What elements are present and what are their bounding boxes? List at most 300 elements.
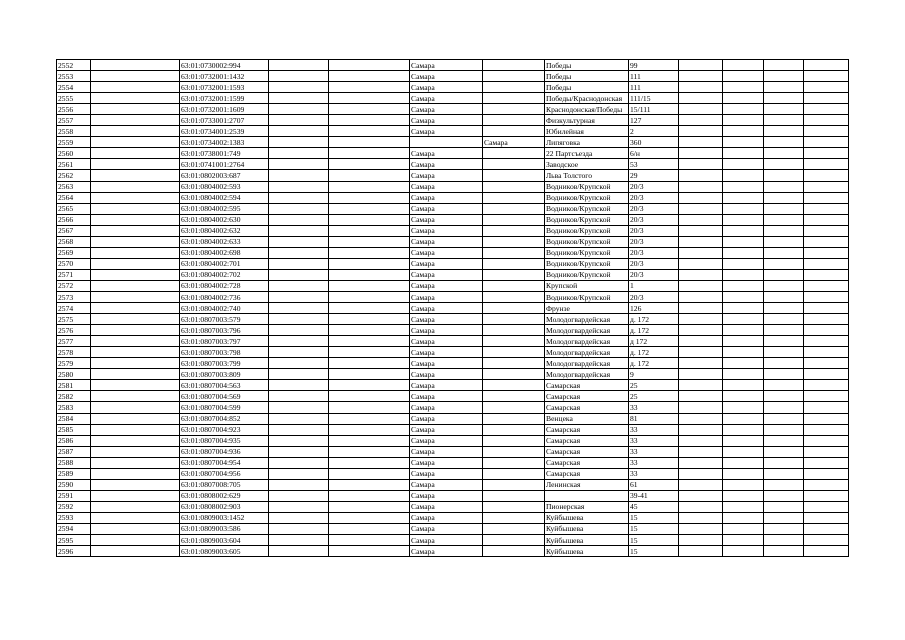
table-cell: [679, 413, 723, 424]
table-cell: [483, 82, 545, 93]
table-cell: [804, 148, 849, 159]
table-cell: [329, 325, 410, 336]
table-row: [57, 369, 849, 380]
table-cell: Молодогвардейская: [545, 347, 629, 358]
table-cell: [269, 391, 329, 402]
table-cell: [269, 247, 329, 258]
table-cell: [723, 203, 764, 214]
table-cell: 63:01:0807004:923: [180, 424, 269, 435]
table-cell: 39-41: [629, 490, 679, 501]
table-cell: Самара: [410, 192, 483, 203]
table-cell: [329, 148, 410, 159]
table-cell: [764, 60, 804, 71]
table-cell: [723, 501, 764, 512]
table-cell: 2568: [57, 236, 91, 247]
table-cell: [804, 457, 849, 468]
table-row: [57, 314, 849, 325]
table-cell: 2563: [57, 181, 91, 192]
table-cell: 111: [629, 71, 679, 82]
table-cell: [269, 546, 329, 557]
table-cell: [679, 369, 723, 380]
table-cell: Самарская: [545, 435, 629, 446]
table-cell: 63:01:0732001:1432: [180, 71, 269, 82]
table-cell: [329, 347, 410, 358]
table-cell: [483, 402, 545, 413]
table-cell: [91, 170, 180, 181]
table-cell: [329, 402, 410, 413]
table-cell: Самара: [410, 468, 483, 479]
table-row: [57, 159, 849, 170]
table-cell: [723, 512, 764, 523]
table-cell: [723, 402, 764, 413]
table-cell: Молодогвардейская: [545, 369, 629, 380]
table-cell: [679, 479, 723, 490]
table-cell: [679, 391, 723, 402]
table-cell: 63:01:0807004:599: [180, 402, 269, 413]
table-cell: [329, 170, 410, 181]
table-cell: 2570: [57, 258, 91, 269]
table-cell: 63:01:0804002:595: [180, 203, 269, 214]
table-cell: Самара: [410, 402, 483, 413]
table-row: [57, 170, 849, 181]
table-cell: [764, 446, 804, 457]
table-cell: [329, 115, 410, 126]
table-cell: [723, 181, 764, 192]
table-cell: [269, 512, 329, 523]
table-cell: [329, 93, 410, 104]
table-cell: [764, 170, 804, 181]
table-cell: Самара: [410, 280, 483, 291]
table-row: [57, 115, 849, 126]
table-cell: Самара: [410, 479, 483, 490]
table-cell: [269, 170, 329, 181]
table-cell: Самара: [410, 413, 483, 424]
registry-table: [56, 59, 849, 557]
table-cell: Водников/Крупской: [545, 203, 629, 214]
table-cell: [269, 380, 329, 391]
table-cell: [679, 280, 723, 291]
table-cell: [804, 236, 849, 247]
table-cell: [483, 347, 545, 358]
table-cell: [269, 435, 329, 446]
table-cell: [804, 137, 849, 148]
table-cell: 2555: [57, 93, 91, 104]
table-cell: [804, 126, 849, 137]
table-cell: [329, 280, 410, 291]
table-cell: Ленинская: [545, 479, 629, 490]
table-cell: д. 172: [629, 314, 679, 325]
table-cell: [764, 380, 804, 391]
table-cell: [269, 479, 329, 490]
table-cell: [679, 225, 723, 236]
table-cell: [269, 93, 329, 104]
table-cell: [679, 258, 723, 269]
table-cell: [269, 358, 329, 369]
table-cell: [804, 347, 849, 358]
table-cell: 2581: [57, 380, 91, 391]
table-cell: Самара: [410, 535, 483, 546]
table-cell: [764, 490, 804, 501]
table-cell: 20/3: [629, 181, 679, 192]
table-cell: 33: [629, 468, 679, 479]
table-cell: Самара: [410, 512, 483, 523]
table-row: [57, 192, 849, 203]
table-cell: Самара: [410, 347, 483, 358]
table-cell: [723, 424, 764, 435]
table-cell: 63:01:0807003:579: [180, 314, 269, 325]
table-cell: [91, 380, 180, 391]
table-cell: Самара: [410, 435, 483, 446]
table-cell: [764, 181, 804, 192]
table-cell: 63:01:0807003:809: [180, 369, 269, 380]
table-cell: [723, 314, 764, 325]
table-row: [57, 291, 849, 302]
table-cell: [804, 336, 849, 347]
table-cell: [91, 280, 180, 291]
table-cell: [723, 71, 764, 82]
table-cell: [91, 402, 180, 413]
table-cell: [764, 291, 804, 302]
table-cell: [269, 314, 329, 325]
table-cell: [483, 369, 545, 380]
table-cell: [764, 347, 804, 358]
table-cell: д. 172: [629, 358, 679, 369]
table-cell: [723, 490, 764, 501]
table-cell: [483, 325, 545, 336]
table-cell: Самара: [410, 203, 483, 214]
table-cell: [91, 446, 180, 457]
table-cell: [483, 457, 545, 468]
table-cell: [91, 546, 180, 557]
table-cell: [269, 413, 329, 424]
table-cell: [91, 314, 180, 325]
table-cell: 2573: [57, 291, 91, 302]
table-cell: 2586: [57, 435, 91, 446]
table-cell: [269, 446, 329, 457]
table-cell: 22 Партсъезда: [545, 148, 629, 159]
table-cell: Физкультурная: [545, 115, 629, 126]
table-cell: [91, 501, 180, 512]
table-cell: [329, 247, 410, 258]
table-cell: [269, 159, 329, 170]
table-cell: [483, 181, 545, 192]
table-cell: [329, 236, 410, 247]
table-cell: [269, 192, 329, 203]
table-cell: [329, 336, 410, 347]
table-cell: [91, 358, 180, 369]
table-cell: [91, 93, 180, 104]
table-cell: [91, 457, 180, 468]
table-cell: [723, 236, 764, 247]
table-cell: [329, 369, 410, 380]
table-cell: Самарская: [545, 424, 629, 435]
table-cell: [804, 490, 849, 501]
table-cell: 6/н: [629, 148, 679, 159]
table-row: [57, 82, 849, 93]
table-cell: [269, 402, 329, 413]
table-cell: [723, 269, 764, 280]
table-cell: [269, 280, 329, 291]
table-cell: [804, 181, 849, 192]
table-cell: [723, 148, 764, 159]
table-cell: [91, 203, 180, 214]
table-cell: [804, 435, 849, 446]
table-cell: Самара: [410, 303, 483, 314]
table-cell: [679, 269, 723, 280]
table-cell: [804, 258, 849, 269]
table-cell: [91, 159, 180, 170]
table-cell: 2561: [57, 159, 91, 170]
table-cell: [91, 236, 180, 247]
table-cell: [329, 225, 410, 236]
table-cell: 2572: [57, 280, 91, 291]
table-cell: [679, 457, 723, 468]
table-cell: Самара: [410, 269, 483, 280]
table-cell: 2584: [57, 413, 91, 424]
table-cell: 2567: [57, 225, 91, 236]
table-cell: 2571: [57, 269, 91, 280]
table-cell: [764, 391, 804, 402]
table-cell: 2564: [57, 192, 91, 203]
table-cell: [329, 523, 410, 534]
table-row: [57, 214, 849, 225]
table-cell: [723, 358, 764, 369]
table-cell: Куйбышева: [545, 546, 629, 557]
table-cell: [764, 424, 804, 435]
table-cell: [679, 115, 723, 126]
table-cell: [329, 192, 410, 203]
table-row: [57, 126, 849, 137]
table-cell: Самара: [410, 236, 483, 247]
table-cell: 2576: [57, 325, 91, 336]
table-cell: Заводское: [545, 159, 629, 170]
table-cell: [483, 93, 545, 104]
table-cell: 2556: [57, 104, 91, 115]
table-cell: 15: [629, 535, 679, 546]
table-cell: [723, 468, 764, 479]
table-cell: 15: [629, 523, 679, 534]
table-cell: 63:01:0804002:633: [180, 236, 269, 247]
table-cell: 63:01:0804002:702: [180, 269, 269, 280]
table-cell: Водников/Крупской: [545, 214, 629, 225]
table-row: [57, 446, 849, 457]
table-cell: Водников/Крупской: [545, 247, 629, 258]
table-cell: Самара: [410, 380, 483, 391]
table-cell: 2593: [57, 512, 91, 523]
table-cell: [723, 391, 764, 402]
table-cell: 15/111: [629, 104, 679, 115]
table-cell: 63:01:0807003:797: [180, 336, 269, 347]
table-cell: [764, 225, 804, 236]
table-cell: 126: [629, 303, 679, 314]
table-cell: [483, 280, 545, 291]
table-cell: [329, 446, 410, 457]
table-row: [57, 380, 849, 391]
table-cell: [679, 214, 723, 225]
table-cell: [804, 314, 849, 325]
table-cell: 63:01:0807004:852: [180, 413, 269, 424]
table-cell: [723, 546, 764, 557]
table-cell: [804, 380, 849, 391]
table-row: [57, 247, 849, 258]
table-cell: [483, 269, 545, 280]
table-cell: [804, 247, 849, 258]
table-cell: 63:01:0804002:593: [180, 181, 269, 192]
table-cell: Куйбышева: [545, 535, 629, 546]
table-cell: 15: [629, 512, 679, 523]
table-cell: [764, 413, 804, 424]
table-cell: [269, 303, 329, 314]
table-cell: Водников/Крупской: [545, 225, 629, 236]
table-cell: Венцека: [545, 413, 629, 424]
table-cell: [804, 192, 849, 203]
table-cell: [483, 170, 545, 181]
table-cell: [679, 137, 723, 148]
table-cell: [269, 203, 329, 214]
table-cell: [723, 435, 764, 446]
table-cell: Самара: [410, 291, 483, 302]
table-cell: [679, 402, 723, 413]
table-cell: [483, 535, 545, 546]
table-cell: [91, 247, 180, 258]
table-cell: [329, 314, 410, 325]
table-cell: 2588: [57, 457, 91, 468]
table-cell: [764, 512, 804, 523]
table-cell: 63:01:0804002:630: [180, 214, 269, 225]
table-cell: [269, 347, 329, 358]
table-cell: [329, 501, 410, 512]
table-cell: [483, 501, 545, 512]
table-row: [57, 258, 849, 269]
table-cell: [329, 424, 410, 435]
table-cell: [483, 236, 545, 247]
table-cell: [764, 82, 804, 93]
table-cell: [483, 192, 545, 203]
table-cell: 63:01:0732001:1609: [180, 104, 269, 115]
table-cell: 2569: [57, 247, 91, 258]
table-cell: 20/3: [629, 214, 679, 225]
table-cell: [804, 225, 849, 236]
table-cell: [91, 413, 180, 424]
table-cell: [679, 148, 723, 159]
table-cell: 33: [629, 457, 679, 468]
table-cell: 29: [629, 170, 679, 181]
table-cell: 20/3: [629, 192, 679, 203]
table-cell: Самара: [410, 358, 483, 369]
table-cell: Юбилейная: [545, 126, 629, 137]
table-cell: д 172: [629, 336, 679, 347]
table-cell: [764, 280, 804, 291]
table-cell: [764, 236, 804, 247]
table-row: [57, 468, 849, 479]
table-cell: Самара: [410, 159, 483, 170]
table-cell: [679, 170, 723, 181]
table-cell: Самара: [410, 369, 483, 380]
table-cell: 2566: [57, 214, 91, 225]
table-cell: 25: [629, 391, 679, 402]
table-cell: [483, 203, 545, 214]
table-cell: Молодогвардейская: [545, 314, 629, 325]
table-cell: 63:01:0809003:604: [180, 535, 269, 546]
table-cell: Пионерская: [545, 501, 629, 512]
table-cell: [764, 104, 804, 115]
table-cell: [723, 325, 764, 336]
table-cell: 63:01:0807004:569: [180, 391, 269, 402]
table-cell: 63:01:0804002:736: [180, 291, 269, 302]
table-cell: [269, 336, 329, 347]
table-cell: [804, 291, 849, 302]
table-row: [57, 181, 849, 192]
table-cell: [269, 71, 329, 82]
table-cell: Водников/Крупской: [545, 236, 629, 247]
table-cell: [679, 314, 723, 325]
table-cell: 63:01:0804002:701: [180, 258, 269, 269]
table-row: [57, 424, 849, 435]
table-cell: 1: [629, 280, 679, 291]
table-cell: [483, 104, 545, 115]
table-cell: [804, 325, 849, 336]
table-cell: [329, 546, 410, 557]
table-row: [57, 325, 849, 336]
table-cell: 111/15: [629, 93, 679, 104]
table-row: [57, 148, 849, 159]
table-cell: [804, 82, 849, 93]
table-cell: [483, 214, 545, 225]
table-cell: 360: [629, 137, 679, 148]
table-cell: [764, 402, 804, 413]
table-cell: [91, 71, 180, 82]
table-cell: [483, 148, 545, 159]
table-cell: [723, 413, 764, 424]
table-cell: [269, 104, 329, 115]
table-cell: [483, 71, 545, 82]
table-cell: [804, 170, 849, 181]
table-cell: [91, 148, 180, 159]
table-cell: 2552: [57, 60, 91, 71]
table-cell: Победы: [545, 71, 629, 82]
table-cell: [483, 546, 545, 557]
table-cell: [679, 435, 723, 446]
table-cell: Молодогвардейская: [545, 325, 629, 336]
table-cell: 2574: [57, 303, 91, 314]
table-cell: [764, 258, 804, 269]
table-cell: 2565: [57, 203, 91, 214]
table-cell: Самара: [410, 258, 483, 269]
table-cell: [269, 325, 329, 336]
table-cell: [723, 291, 764, 302]
table-cell: [804, 214, 849, 225]
table-cell: [723, 258, 764, 269]
table-cell: [764, 159, 804, 170]
table-cell: [483, 435, 545, 446]
table-cell: 63:01:0804002:698: [180, 247, 269, 258]
table-cell: [723, 126, 764, 137]
table-cell: 25: [629, 380, 679, 391]
table-cell: [91, 535, 180, 546]
table-cell: [329, 71, 410, 82]
table-cell: [764, 325, 804, 336]
table-cell: Самара: [410, 126, 483, 137]
table-cell: [723, 303, 764, 314]
table-cell: [764, 546, 804, 557]
table-cell: Самара: [410, 115, 483, 126]
table-cell: [679, 546, 723, 557]
table-row: [57, 71, 849, 82]
table-cell: [723, 479, 764, 490]
table-cell: [804, 115, 849, 126]
table-cell: [91, 435, 180, 446]
table-cell: [329, 512, 410, 523]
